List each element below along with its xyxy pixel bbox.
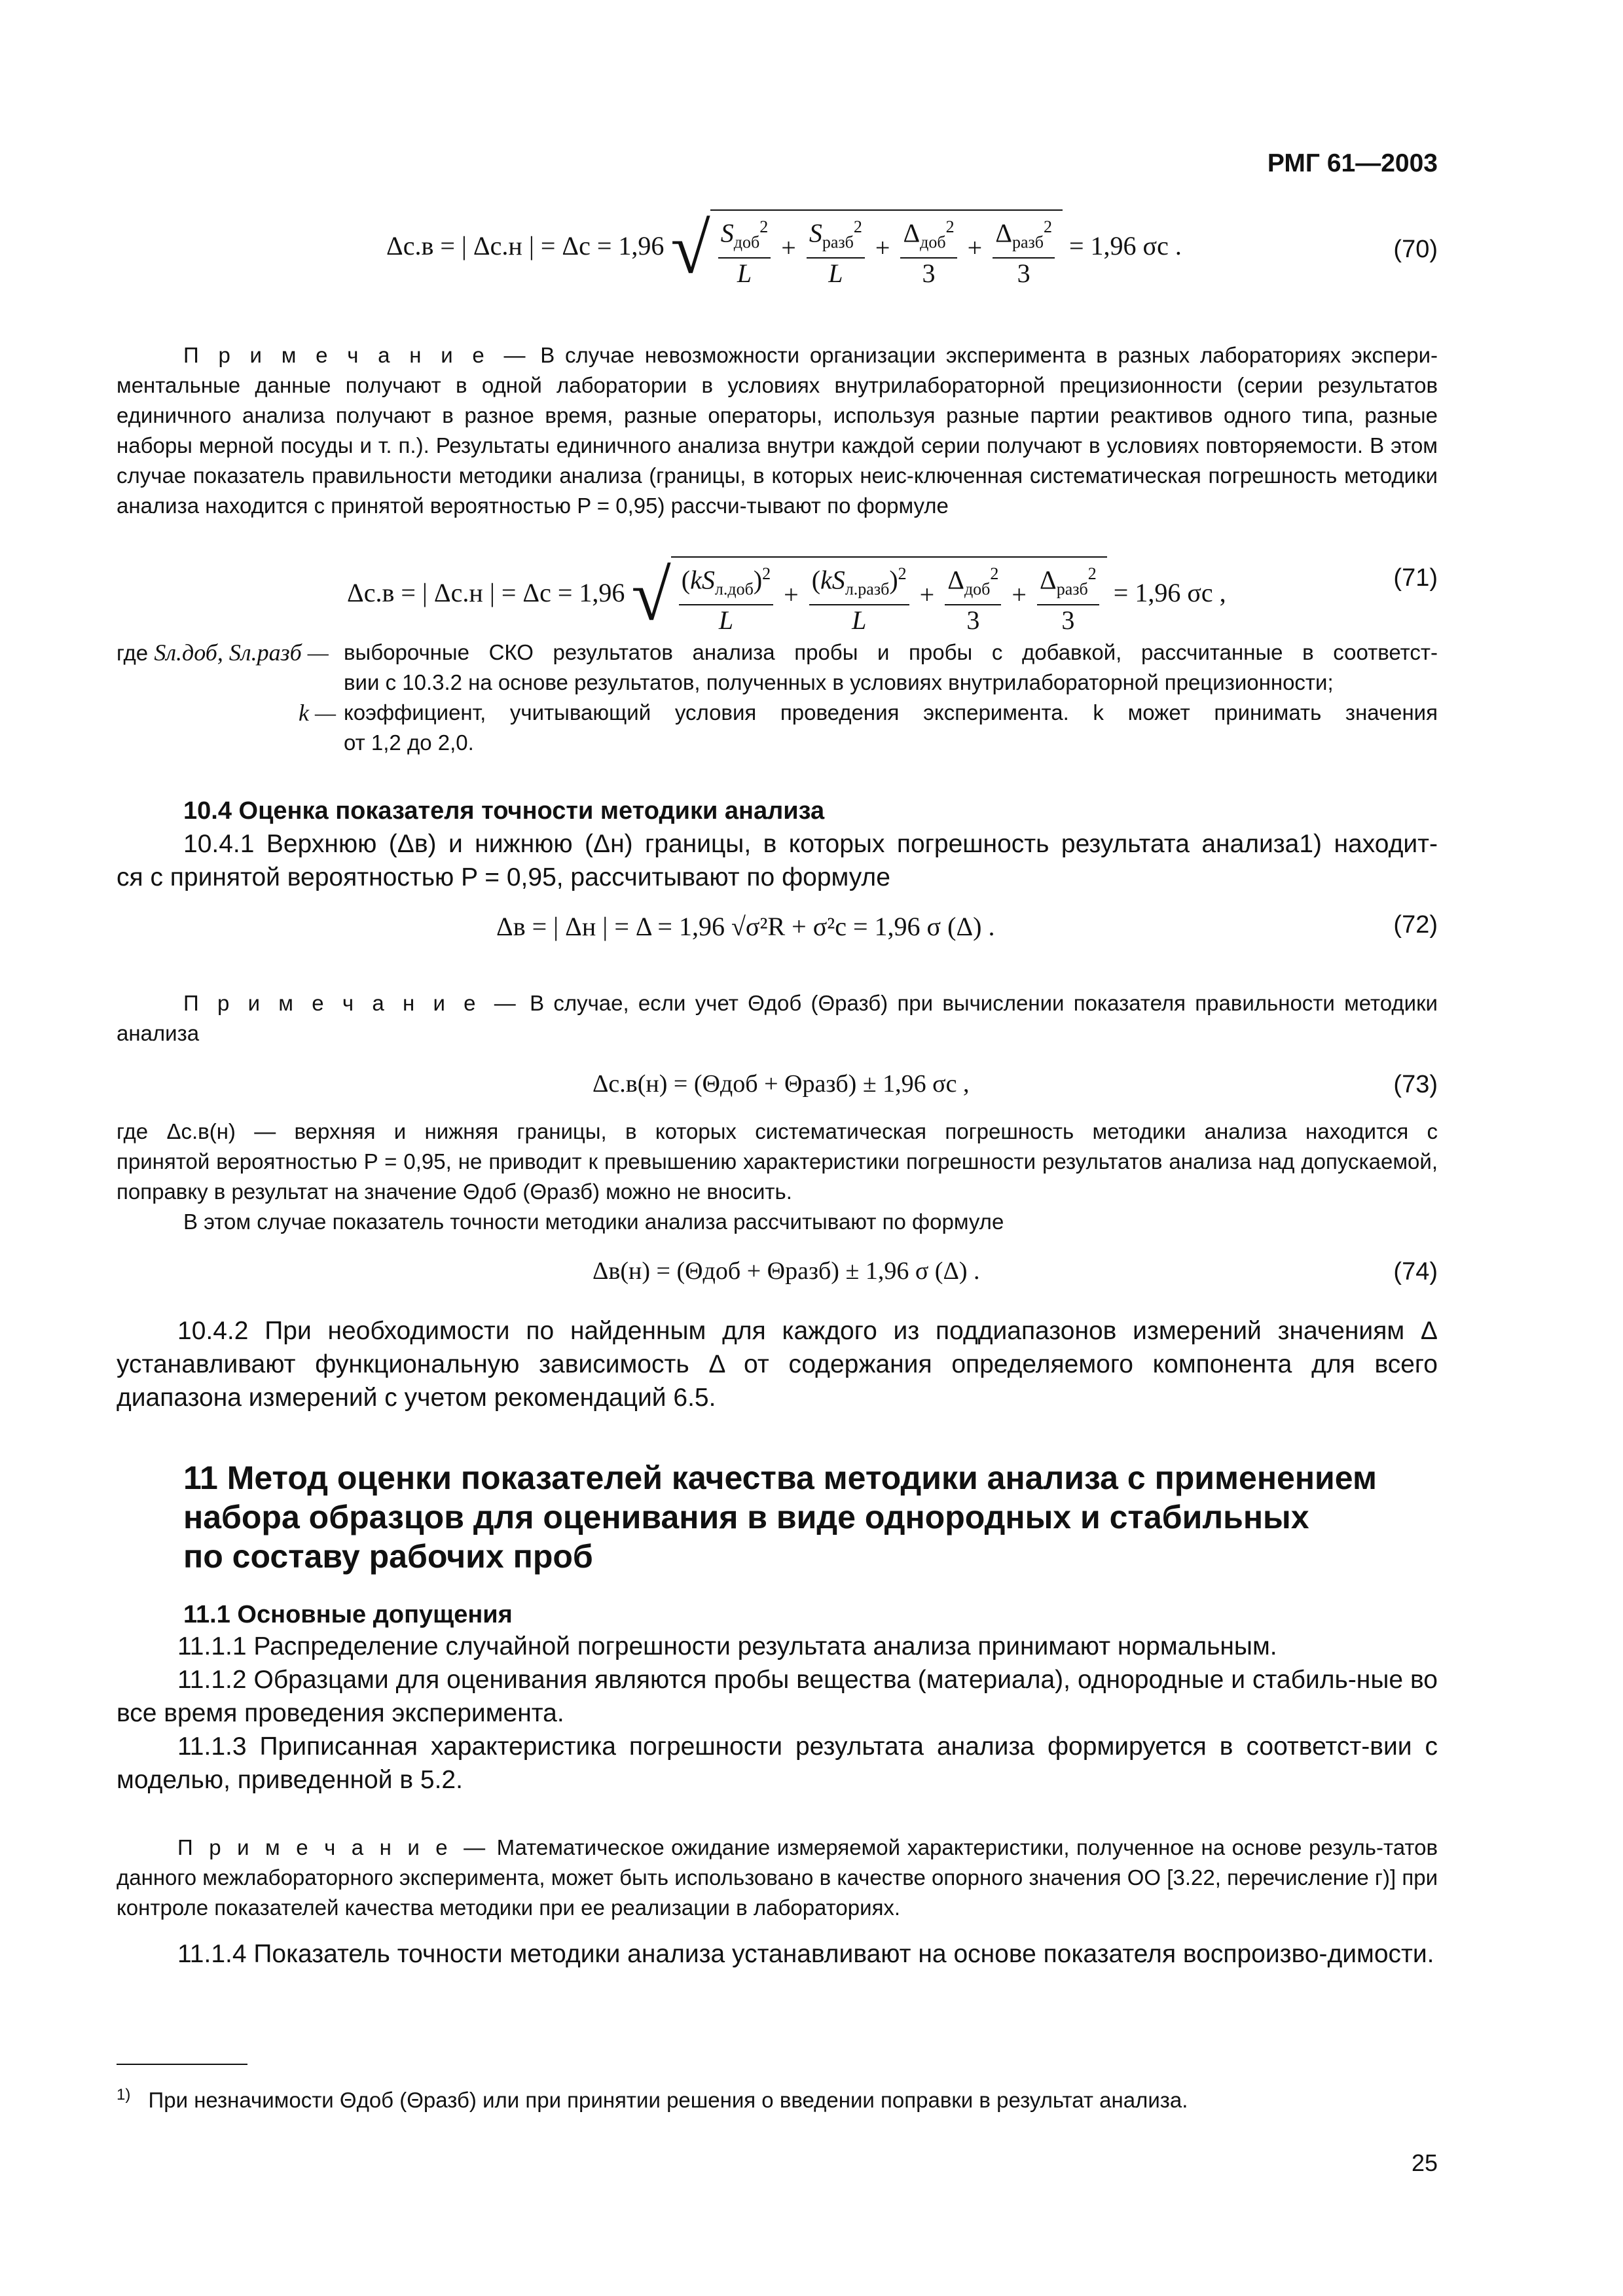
note-1 xyxy=(117,340,1438,521)
section-10-4-title: 10.4 Оценка показателя точности методики анализа xyxy=(183,797,825,825)
where-71-def-1b: вии с 10.3.2 на основе результатов, полученных в условиях внутрилабораторной прецизионности; xyxy=(344,670,1334,694)
note-1-label: П р и м е ч а н и е — xyxy=(183,343,530,367)
eq70-rhs: = 1,96 σс . xyxy=(1068,230,1182,260)
section-10-4-1-line1: 10.4.1 Верхнюю (Δв) и нижнюю (Δн) границы, в которых погрешность результата анализа1) находит- xyxy=(183,830,1438,858)
note-1-line1: В случае невозможности организации эксперимента в разных лабораториях экспери- xyxy=(530,343,1438,367)
page-number: 25 xyxy=(1411,2149,1438,2176)
where-71-def-2b: от 1,2 до 2,0. xyxy=(344,730,474,755)
section-11-title-line1: 11 Метод оценки показателей качества методики анализа с применением xyxy=(183,1460,1377,1496)
note-3-text: Математическое ожидание измеряемой характеристики, полученное на основе резуль-татов данного межлабораторного эксперимента, может быть использовано в качестве опорного значения ОО [3.22, перечисление г)] при контроле показателей качества методики при ее реализации в лабораториях. xyxy=(117,1835,1438,1920)
section-11-title xyxy=(183,1458,1377,1576)
section-10-4-1 xyxy=(117,827,1438,894)
section-11-1-4: 11.1.4 Показатель точности методики анализа устанавливают на основе показателя воспроизво-димости. xyxy=(177,1940,1434,1968)
eq70-lhs: Δс.в = | Δс.н | = Δс = 1,96 xyxy=(386,230,665,260)
equation-70-number: (70) xyxy=(1393,236,1438,263)
where-73-line1: где Δс.в(н) — верхняя и нижняя границы, в которых систематическая погрешность методики анализа находится с xyxy=(117,1119,1438,1143)
note-2-line1: В случае, если учет Θдоб (Θразб) при вычислении показателя правильности методики xyxy=(520,991,1438,1015)
where-71-symbol-2: k — xyxy=(299,700,336,726)
note-3 xyxy=(117,1833,1438,1923)
section-11-1-title: 11.1 Основные допущения xyxy=(183,1601,513,1628)
eq71-rhs: = 1,96 σс , xyxy=(1113,577,1226,607)
section-11-title-line3: по составу рабочих проб xyxy=(183,1538,593,1575)
where-73-body: принятой вероятностью P = 0,95, не приводит к превышению характеристики погрешности результатов анализа над допускаемой, поправку в результат на значение Θдоб (Θразб) можно не вносить. xyxy=(117,1149,1438,1204)
footnote-divider xyxy=(117,2064,247,2065)
equation-73: Δс.в(н) = (Θдоб + Θразб) ± 1,96 σс , xyxy=(593,1070,970,1098)
where-71-def-2a: коэффициент, учитывающий условия проведения эксперимента. k может принимать значения xyxy=(344,700,1438,725)
section-11-1-2: 11.1.2 Образцами для оценивания являются пробы вещества (материала), однородные и стабиль-ные во все время проведения эксперимента. xyxy=(117,1666,1438,1727)
note-2 xyxy=(117,988,1438,1049)
where-71-def-1a: выборочные СКО результатов анализа пробы и пробы с добавкой, рассчитанные в соответст- xyxy=(344,640,1438,664)
footnote xyxy=(117,2080,1438,2115)
section-10-4-1-line2: ся с принятой вероятностью P = 0,95, рассчитывают по формуле xyxy=(117,863,890,891)
note-2-line2: анализа xyxy=(117,1021,200,1045)
eq71-lhs: Δс.в = | Δс.н | = Δс = 1,96 xyxy=(347,577,625,607)
equation-72: Δв = | Δн | = Δ = 1,96 √σ²R + σ²с = 1,96 σ (Δ) . xyxy=(496,912,995,941)
note-2-label: П р и м е ч а н и е — xyxy=(183,991,520,1015)
equation-71-number: (71) xyxy=(1393,564,1438,592)
equation-73-number: (73) xyxy=(1393,1071,1438,1098)
equation-71: Δс.в = | Δс.н | = Δс = 1,96 √ $\frac{(kS_{л.доб})^2}{L}$ + $\frac{(kS_{л.разб})^2}{L}$ + $\frac{\Delta_{доб}^2}{3}$ + $\frac{\Delta_{разб}^2}{3}$ = 1,96 σс , xyxy=(347,555,1226,636)
equation-70: Δс.в = | Δс.н | = Δс = 1,96 √ $\frac{S_{доб}^2}{L}$ + $\frac{S_{разб}^2}{L}$ + $\frac{\Delta_{доб}^2}{3}$ + $\frac{\Delta_{разб}^2}{3}$ = 1,96 σс . xyxy=(386,208,1182,289)
where-71 xyxy=(117,637,1438,758)
note-3-label: П р и м е ч а н и е — xyxy=(177,1835,490,1859)
where-71-symbol-1: Sл.доб, Sл.разб — xyxy=(154,639,329,666)
document-header: РМГ 61—2003 xyxy=(1267,149,1438,177)
equation-74-number: (74) xyxy=(1393,1258,1438,1285)
where-73-line4: В этом случае показатель точности методики анализа рассчитывают по формуле xyxy=(183,1210,1004,1234)
equation-72-number: (72) xyxy=(1393,911,1438,939)
section-10-4-2: 10.4.2 При необходимости по найденным для каждого из поддиапазонов измерений значениям Δ устанавливают функциональную зависимость Δ от содержания определяемого компонента для всего диапазона измерений с учетом рекомендаций 6.5. xyxy=(117,1317,1438,1412)
footnote-text: При незначимости Θдоб (Θразб) или при принятии решения о введении поправки в результат анализа. xyxy=(148,2088,1188,2112)
equation-74: Δв(н) = (Θдоб + Θразб) ± 1,96 σ (Δ) . xyxy=(593,1257,980,1285)
section-11-1-3: 11.1.3 Приписанная характеристика погрешности результата анализа формируется в соответст-вии с моделью, приведенной в 5.2. xyxy=(117,1732,1438,1794)
footnote-mark: 1) xyxy=(117,2086,131,2104)
note-1-body: ментальные данные получают в одной лаборатории в условиях внутрилабораторной прецизионности (серии результатов единичного анализа получают в разное время, разные операторы, используя разные партии реактивов одного типа, разные наборы мерной посуды и т. п.). Результаты единичного анализа внутри каждой серии получают в условиях повторяемости. В этом случае показатель правильности методики анализа (границы, в которых неис-ключенная систематическая погрешность методики анализа находится с принятой вероятностью P = 0,95) рассчи-тывают по формуле xyxy=(117,373,1438,518)
where-71-prefix: где xyxy=(117,641,155,665)
section-11-title-line2: набора образцов для оценивания в виде однородных и стабильных xyxy=(183,1499,1309,1535)
section-11-1-1: 11.1.1 Распределение случайной погрешности результата анализа принимают нормальным. xyxy=(177,1632,1277,1660)
where-73 xyxy=(117,1117,1438,1237)
section-11-1-body xyxy=(117,1630,1438,1797)
